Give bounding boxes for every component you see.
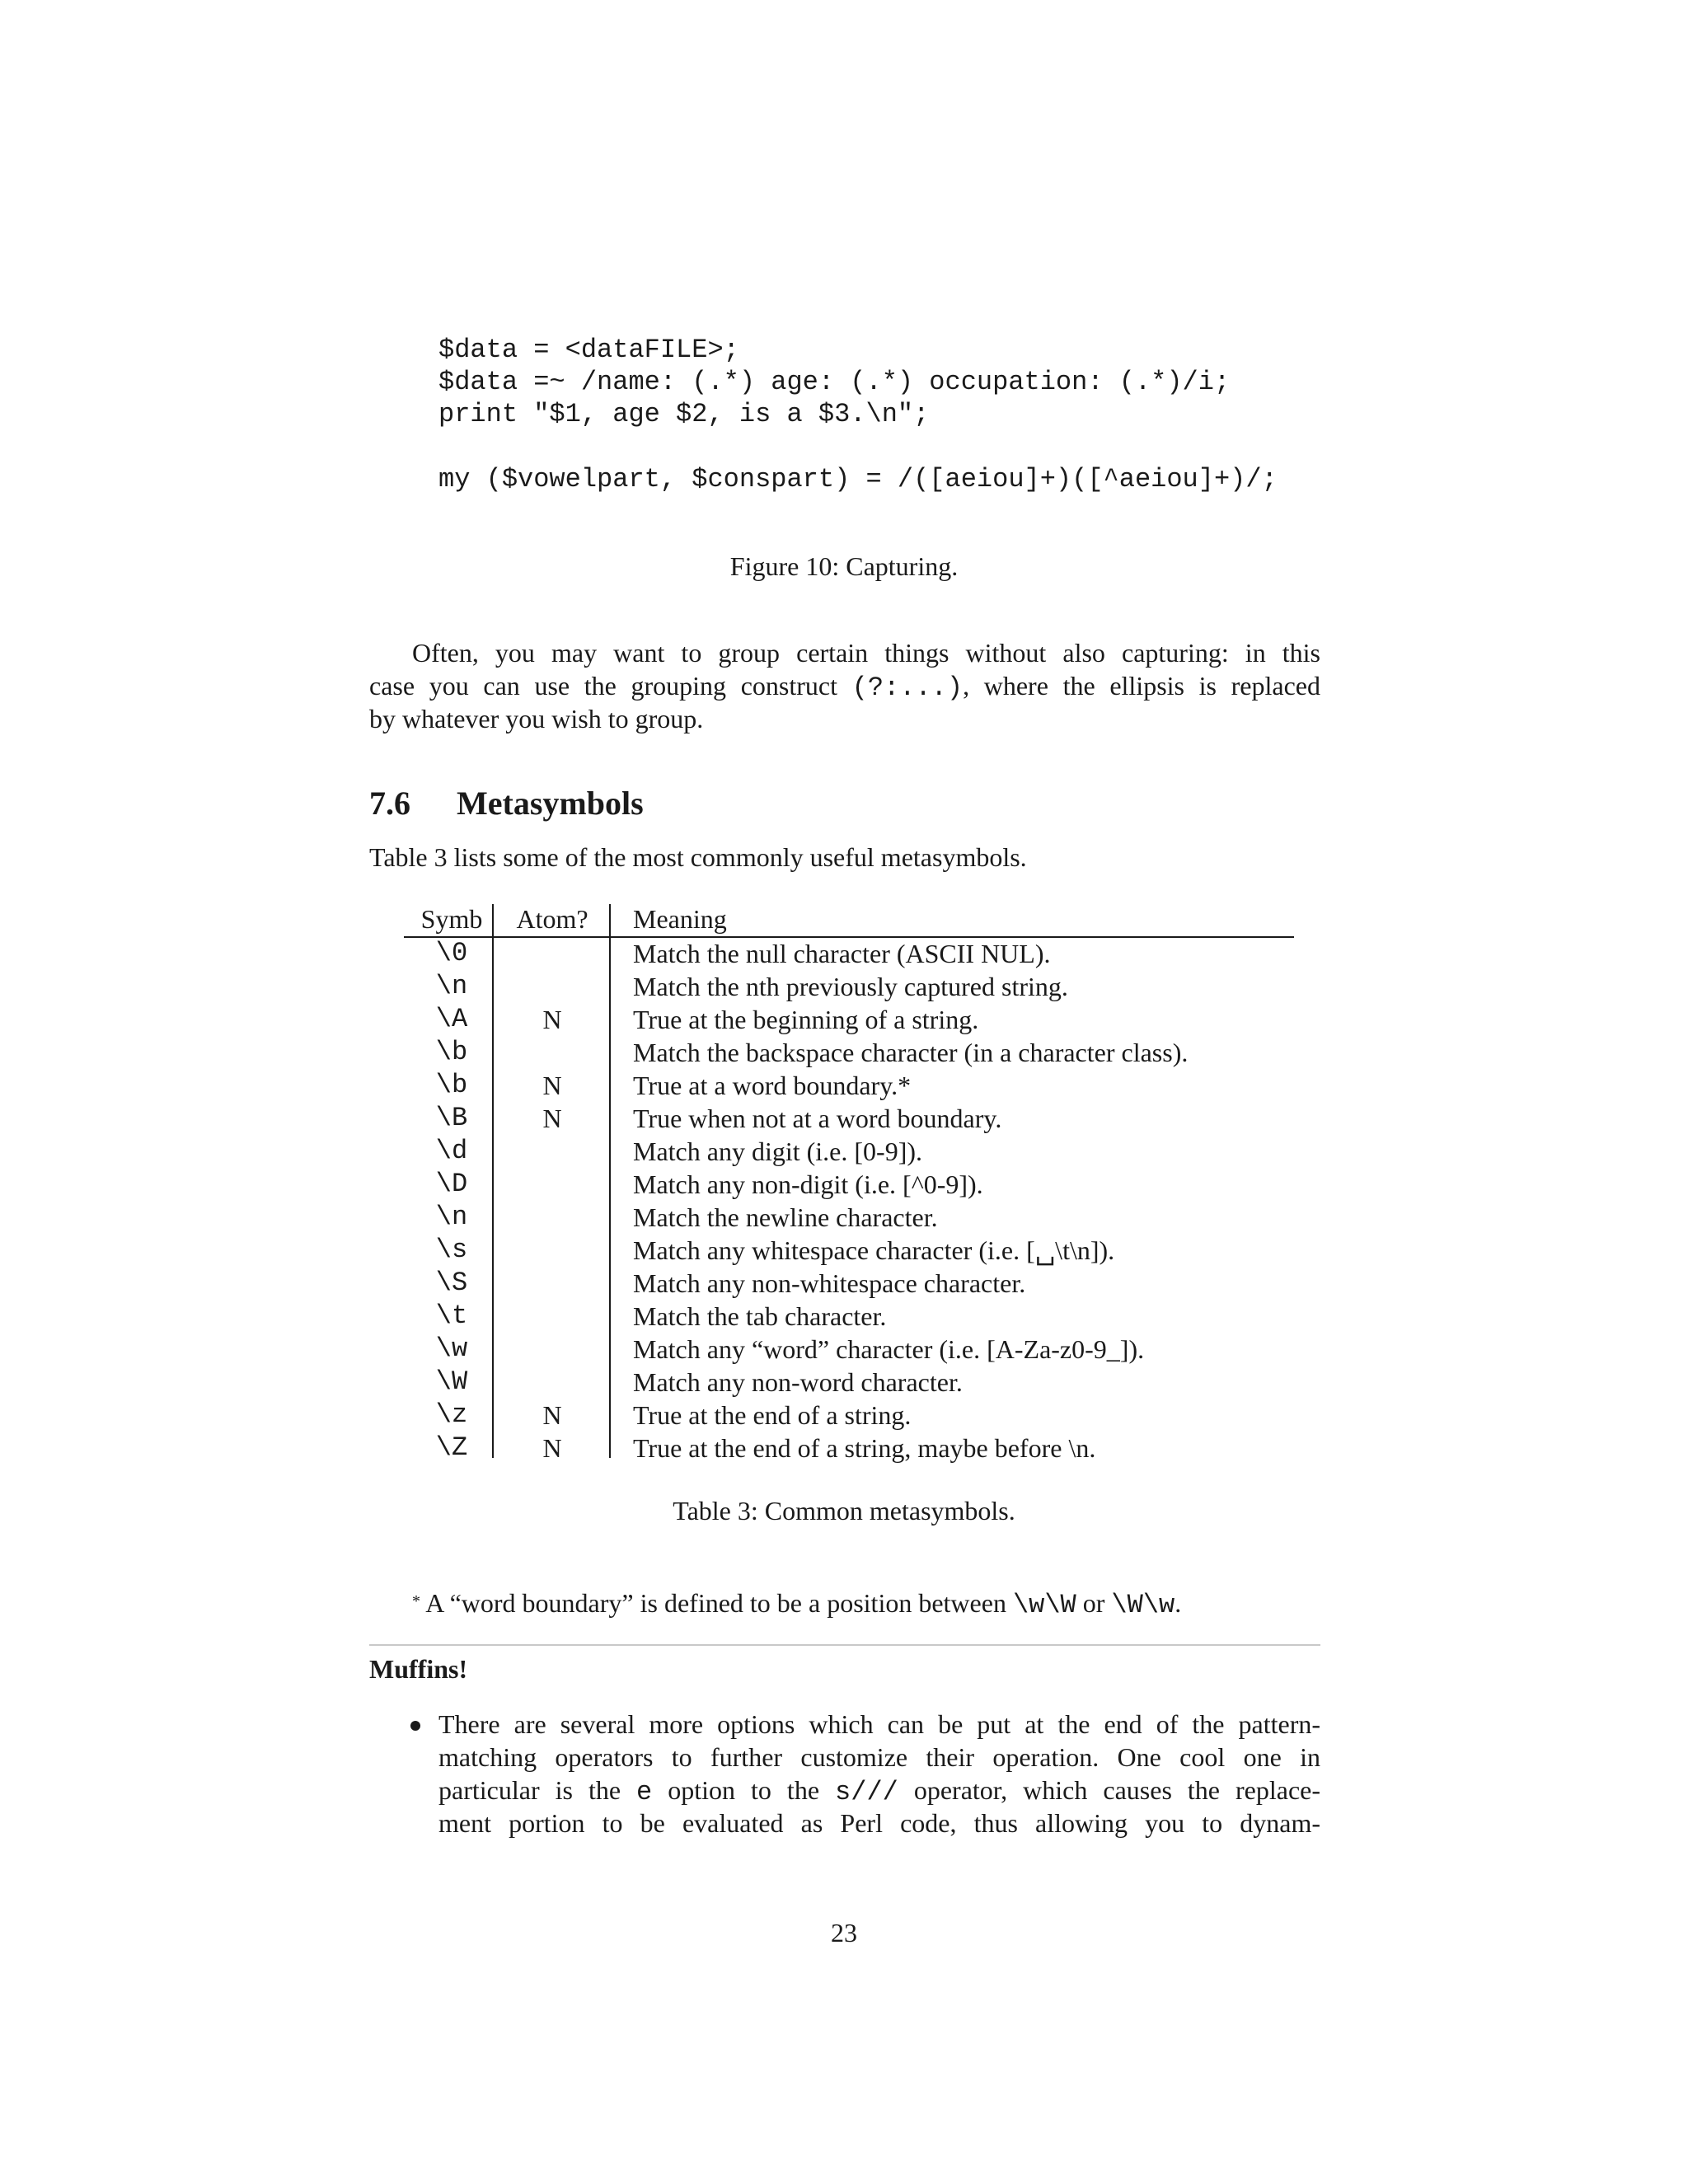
column-header-symb: Symb	[420, 904, 483, 934]
column-header-meaning: Meaning	[633, 904, 727, 934]
cell-symb: \W	[435, 1366, 468, 1397]
cell-atom: N	[542, 1433, 562, 1463]
bullet-icon	[410, 1721, 420, 1731]
cell-atom: N	[542, 1071, 562, 1100]
cell-atom: N	[542, 1104, 562, 1133]
text-run: option to the	[652, 1775, 836, 1805]
horizontal-rule	[369, 1644, 1320, 1646]
table-row	[404, 1036, 1294, 1069]
table-row	[404, 1135, 1294, 1168]
table-row	[404, 937, 1294, 970]
cell-meaning: Match the null character (ASCII NUL).	[633, 939, 1051, 968]
cell-meaning: Match the backspace character (in a character class).	[633, 1038, 1189, 1067]
text-run: or	[1076, 1588, 1112, 1618]
table-intro: Table 3 lists some of the most commonly useful metasymbols.	[369, 842, 1027, 872]
section-title: Metasymbols	[457, 785, 644, 822]
paragraph-line: Often, you may want to group certain things without also capturing: in this	[412, 638, 1320, 668]
cell-meaning: Match any non-word character.	[633, 1367, 963, 1397]
cell-symb: \d	[435, 1136, 468, 1166]
bullet-line: There are several more options which can be put at the end of the pattern-	[438, 1709, 1320, 1739]
table-caption: Table 3: Common metasymbols.	[673, 1496, 1015, 1526]
paragraph-line: by whatever you wish to group.	[369, 704, 704, 733]
table-row	[404, 970, 1294, 1003]
cell-meaning: Match the nth previously captured string.	[633, 972, 1068, 1001]
cell-symb: \s	[435, 1235, 468, 1265]
column-header-atom: Atom?	[516, 904, 588, 934]
cell-atom: N	[542, 1005, 562, 1034]
table-row	[404, 1069, 1294, 1102]
cell-meaning: True when not at a word boundary.	[633, 1104, 1002, 1133]
cell-symb: \t	[435, 1301, 468, 1331]
code-line: $data =~ /name: (.*) age: (.*) occupation: (.*)/i;	[438, 367, 1231, 397]
cell-meaning: Match any non-digit (i.e. [^0-9]).	[633, 1169, 983, 1199]
table-row	[404, 1102, 1294, 1135]
inline-code: s///	[835, 1777, 898, 1807]
table-row	[404, 1300, 1294, 1333]
cell-symb: \Z	[435, 1432, 468, 1463]
text-run: case you can use the grouping construct	[369, 671, 852, 701]
cell-symb: \n	[435, 971, 468, 1001]
table-row	[404, 1168, 1294, 1201]
bullet-item	[438, 1708, 1320, 1840]
section-number: 7.6	[369, 785, 410, 822]
text-run: , where the ellipsis is replaced	[963, 671, 1320, 701]
cell-meaning: True at the end of a string.	[633, 1400, 912, 1430]
cell-symb: \b	[435, 1037, 468, 1067]
text-run: .	[1175, 1588, 1182, 1618]
table-row	[404, 1432, 1294, 1465]
cell-symb: \w	[435, 1333, 468, 1364]
table-row	[404, 1201, 1294, 1234]
code-line: $data = <dataFILE>;	[438, 335, 739, 365]
text-run: operator, which causes the replace-	[898, 1775, 1321, 1805]
cell-symb: \S	[435, 1268, 468, 1298]
table-row	[404, 1267, 1294, 1300]
cell-meaning: True at the end of a string, maybe before \n.	[633, 1433, 1096, 1463]
bullet-line	[438, 1774, 1320, 1807]
cell-symb: \D	[435, 1169, 468, 1199]
page-number: 23	[831, 1918, 857, 1947]
table-header-row	[404, 902, 1294, 935]
footnote	[412, 1586, 1181, 1622]
table-row	[404, 1399, 1294, 1432]
cell-meaning: True at a word boundary.*	[633, 1071, 912, 1100]
cell-meaning: Match any non-whitespace character.	[633, 1268, 1026, 1298]
cell-meaning: Match the tab character.	[633, 1301, 887, 1331]
cell-symb: \n	[435, 1202, 468, 1232]
table-row	[404, 1333, 1294, 1366]
cell-meaning: True at the beginning of a string.	[633, 1005, 979, 1034]
text-run: particular is the	[438, 1775, 637, 1805]
inline-code: (?:...)	[851, 673, 964, 703]
muffins-heading: Muffins!	[369, 1654, 468, 1684]
cell-meaning: Match any whitespace character (i.e. [␣\t\n]).	[633, 1235, 1115, 1265]
figure-caption: Figure 10: Capturing.	[729, 551, 959, 581]
code-line: print "$1, age $2, is a $3.\n";	[438, 399, 930, 429]
cell-meaning: Match the newline character.	[633, 1202, 938, 1232]
bullet-line: matching operators to further customize their operation. One cool one in	[438, 1742, 1320, 1772]
cell-meaning: Match any digit (i.e. [0-9]).	[633, 1137, 922, 1166]
cell-meaning: Match any “word” character (i.e. [A-Za-z0-9_]).	[633, 1334, 1145, 1364]
cell-symb: \A	[435, 1004, 468, 1034]
cell-symb: \z	[435, 1399, 468, 1430]
inline-code: e	[636, 1777, 653, 1807]
inline-code: \W\w	[1111, 1590, 1175, 1620]
cell-symb: \0	[435, 938, 468, 968]
table-row	[404, 1003, 1294, 1036]
body-paragraph	[369, 636, 1320, 735]
paragraph-line	[369, 669, 1320, 702]
footnote-mark: *	[412, 1592, 420, 1610]
table-row	[404, 1366, 1294, 1399]
text-run: A “word boundary” is defined to be a position between	[420, 1588, 1013, 1618]
cell-symb: \b	[435, 1070, 468, 1100]
cell-atom: N	[542, 1400, 562, 1430]
bullet-line: ment portion to be evaluated as Perl code, thus allowing you to dynam-	[438, 1808, 1320, 1838]
table-row	[404, 1234, 1294, 1267]
cell-symb: \B	[435, 1103, 468, 1133]
inline-code: \w\W	[1012, 1590, 1076, 1620]
code-line: my ($vowelpart, $conspart) = /([aeiou]+)([^aeiou]+)/;	[438, 464, 1278, 494]
section-heading	[369, 783, 644, 824]
